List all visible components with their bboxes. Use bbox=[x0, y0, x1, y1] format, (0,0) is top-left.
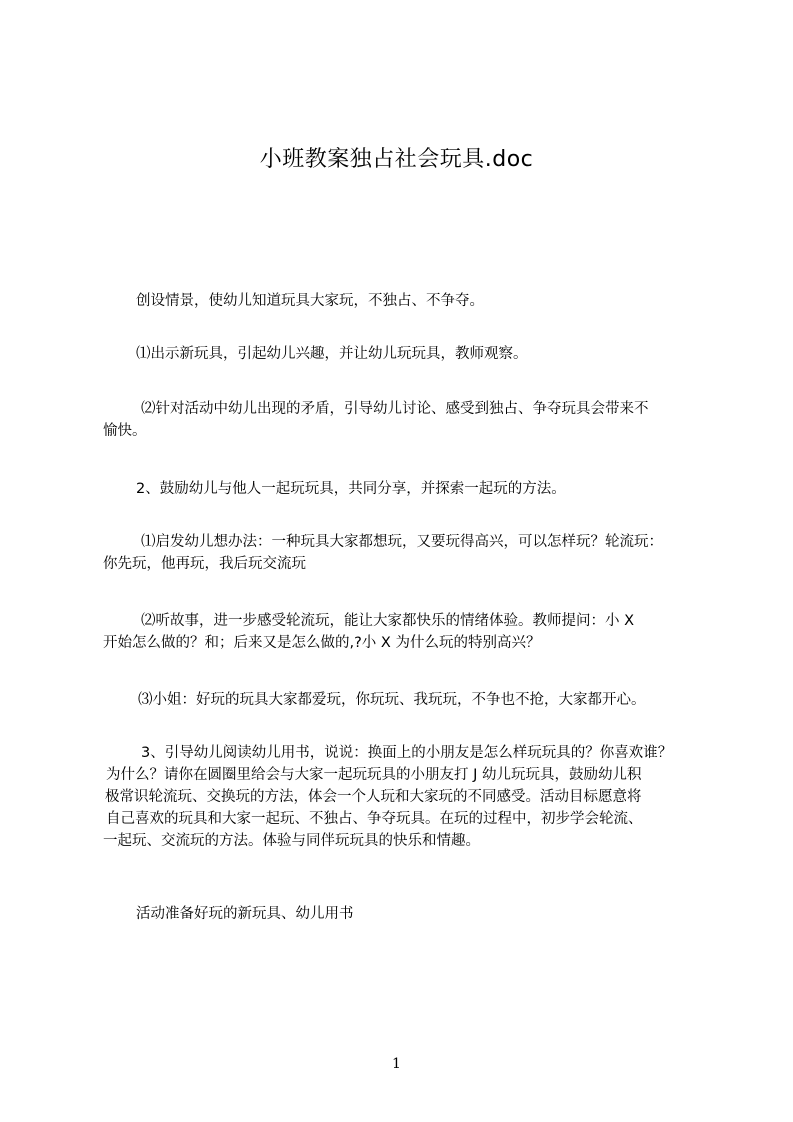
paragraph-5 bbox=[103, 531, 663, 575]
paragraph-line: 愉快。 bbox=[103, 423, 147, 439]
paragraph-line: 自己喜欢的玩具和大家一起玩、不独占、争夺玩具。在玩的过程中，初步学会轮流、 bbox=[106, 811, 643, 827]
document-title: 小班教案独占社会玩具.doc bbox=[259, 147, 534, 172]
paragraph-line: ⑵听故事，进一步感受轮流玩，能让大家都快乐的情绪体验。教师提问：小 X bbox=[141, 613, 635, 629]
paragraph-4 bbox=[136, 478, 566, 500]
paragraph-line: 一起玩、交流玩的方法。体验与同伴玩玩具的快乐和情趣。 bbox=[103, 833, 480, 849]
paragraph-line: ⑴启发幼儿想办法：一种玩具大家都想玩，又要玩得高兴，可以怎样玩？轮流玩： bbox=[141, 534, 663, 550]
paragraph-line: ⑴出示新玩具，引起幼儿兴趣，并让幼儿玩玩具，教师观察。 bbox=[136, 346, 528, 362]
paragraph-3 bbox=[103, 398, 649, 442]
paragraph-2 bbox=[136, 343, 528, 365]
paragraph-line: 创设情景，使幼儿知道玩具大家玩，不独占、不争夺。 bbox=[136, 293, 484, 309]
paragraph-line: 3、引导幼儿阅读幼儿用书，说说：换面上的小朋友是怎么样玩玩具的？你喜欢谁？ bbox=[141, 745, 673, 761]
paragraph-line: 开始怎么做的？和；后来又是怎么做的,?小 X 为什么玩的特别高兴？ bbox=[103, 635, 541, 651]
page-number: 1 bbox=[392, 1056, 401, 1072]
paragraph-line: ⑶小姐：好玩的玩具大家都爱玩，你玩玩、我玩玩，不争也不抢，大家都开心。 bbox=[138, 692, 646, 708]
paragraph-line: 活动准备好玩的新玩具、幼儿用书 bbox=[136, 906, 354, 922]
paragraph-line: 极常识轮流玩、交换玩的方法，体会一个人玩和大家玩的不同感受。活动目标愿意将 bbox=[105, 789, 642, 805]
paragraph-line: ⑵针对活动中幼儿出现的矛盾，引导幼儿讨论、感受到独占、争夺玩具会带来不 bbox=[141, 401, 649, 417]
paragraph-1 bbox=[136, 290, 484, 312]
paragraph-line: 2、鼓励幼儿与他人一起玩玩具，共同分享，并探索一起玩的方法。 bbox=[136, 481, 566, 497]
paragraph-line: 你先玩，他再玩，我后玩交流玩 bbox=[103, 556, 306, 572]
paragraph-7 bbox=[138, 689, 646, 711]
paragraph-line: 为什么？请你在圆圈里给会与大家一起玩玩具的小朋友打 J 幼儿玩玩具，鼓励幼儿积 bbox=[106, 767, 642, 783]
paragraph-9 bbox=[136, 903, 354, 925]
paragraph-8 bbox=[103, 742, 672, 852]
paragraph-6 bbox=[103, 610, 634, 654]
